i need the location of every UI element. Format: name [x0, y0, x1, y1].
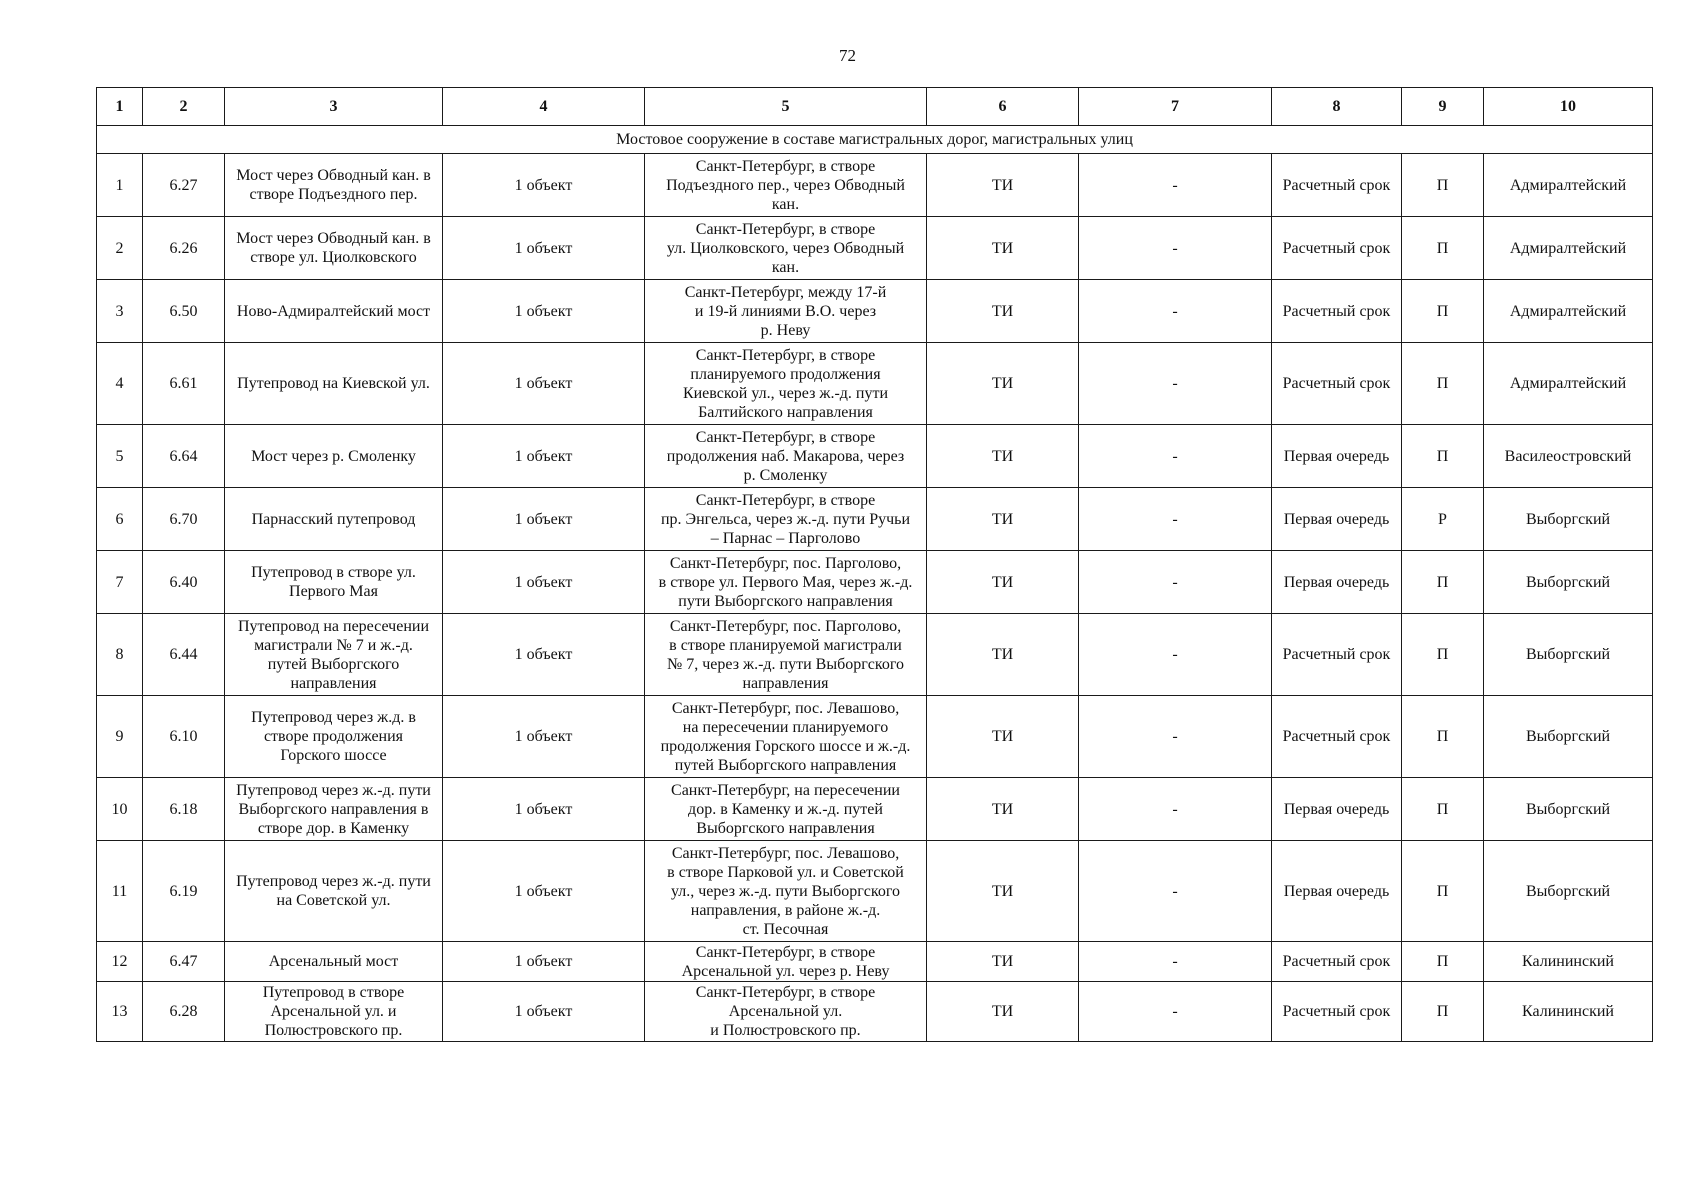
column-7-value: -	[1079, 425, 1272, 488]
column-7-value: -	[1079, 982, 1272, 1042]
district-name: Калининский	[1484, 982, 1653, 1042]
table-row	[97, 696, 1653, 778]
district-name: Адмиралтейский	[1484, 280, 1653, 343]
column-7-value: -	[1079, 217, 1272, 280]
object-location: Санкт-Петербург, пос. Парголово, в створе планируемой магистрали № 7, через ж.-д. пути Выборгского направления	[645, 614, 927, 696]
row-number: 10	[97, 778, 143, 841]
district-name: Выборгский	[1484, 778, 1653, 841]
district-name: Адмиралтейский	[1484, 154, 1653, 217]
object-quantity: 1 объект	[443, 343, 645, 425]
column-number: 9	[1402, 88, 1484, 126]
district-name: Василеостровский	[1484, 425, 1653, 488]
object-quantity: 1 объект	[443, 982, 645, 1042]
table-row	[97, 425, 1653, 488]
object-status: П	[1402, 942, 1484, 982]
row-number: 9	[97, 696, 143, 778]
object-status: П	[1402, 154, 1484, 217]
object-quantity: 1 объект	[443, 778, 645, 841]
object-status: П	[1402, 551, 1484, 614]
object-code: 6.50	[143, 280, 225, 343]
table-row	[97, 280, 1653, 343]
object-code: 6.64	[143, 425, 225, 488]
implementation-term: Расчетный срок	[1272, 154, 1402, 217]
object-quantity: 1 объект	[443, 425, 645, 488]
object-name: Путепровод на пересечении магистрали № 7 и ж.-д. путей Выборгского направления	[225, 614, 443, 696]
column-number: 1	[97, 88, 143, 126]
object-name: Путепровод в створе ул. Первого Мая	[225, 551, 443, 614]
row-number: 2	[97, 217, 143, 280]
object-quantity: 1 объект	[443, 217, 645, 280]
implementation-term: Расчетный срок	[1272, 217, 1402, 280]
implementation-term: Первая очередь	[1272, 551, 1402, 614]
object-type: ТИ	[927, 696, 1079, 778]
column-7-value: -	[1079, 696, 1272, 778]
table-row	[97, 154, 1653, 217]
object-name: Путепровод на Киевской ул.	[225, 343, 443, 425]
object-status: П	[1402, 343, 1484, 425]
district-name: Выборгский	[1484, 614, 1653, 696]
object-quantity: 1 объект	[443, 841, 645, 942]
object-type: ТИ	[927, 154, 1079, 217]
object-name: Мост через Обводный кан. в створе Подъездного пер.	[225, 154, 443, 217]
column-7-value: -	[1079, 154, 1272, 217]
implementation-term: Расчетный срок	[1272, 942, 1402, 982]
object-code: 6.28	[143, 982, 225, 1042]
object-code: 6.61	[143, 343, 225, 425]
object-type: ТИ	[927, 425, 1079, 488]
column-number: 6	[927, 88, 1079, 126]
object-type: ТИ	[927, 982, 1079, 1042]
column-number: 7	[1079, 88, 1272, 126]
object-name: Ново-Адмиралтейский мост	[225, 280, 443, 343]
column-number-row	[97, 88, 1653, 126]
object-type: ТИ	[927, 614, 1079, 696]
object-code: 6.18	[143, 778, 225, 841]
row-number: 4	[97, 343, 143, 425]
object-location: Санкт-Петербург, в створе ул. Циолковского, через Обводный кан.	[645, 217, 927, 280]
object-name: Мост через Обводный кан. в створе ул. Циолковского	[225, 217, 443, 280]
table-row	[97, 982, 1653, 1042]
table-row	[97, 217, 1653, 280]
object-code: 6.27	[143, 154, 225, 217]
row-number: 6	[97, 488, 143, 551]
row-number: 7	[97, 551, 143, 614]
object-code: 6.44	[143, 614, 225, 696]
object-location: Санкт-Петербург, между 17-й и 19-й линиями В.О. через р. Неву	[645, 280, 927, 343]
object-code: 6.70	[143, 488, 225, 551]
column-number: 3	[225, 88, 443, 126]
object-type: ТИ	[927, 778, 1079, 841]
object-type: ТИ	[927, 280, 1079, 343]
implementation-term: Первая очередь	[1272, 488, 1402, 551]
table-row	[97, 942, 1653, 982]
object-quantity: 1 объект	[443, 280, 645, 343]
object-status: П	[1402, 841, 1484, 942]
object-name: Путепровод через ж.-д. пути Выборгского направления в створе дор. в Каменку	[225, 778, 443, 841]
table-row	[97, 488, 1653, 551]
column-7-value: -	[1079, 551, 1272, 614]
column-7-value: -	[1079, 614, 1272, 696]
object-quantity: 1 объект	[443, 154, 645, 217]
object-name: Арсенальный мост	[225, 942, 443, 982]
object-quantity: 1 объект	[443, 614, 645, 696]
table-row	[97, 778, 1653, 841]
object-location: Санкт-Петербург, в створе Подъездного пер., через Обводный кан.	[645, 154, 927, 217]
object-name: Парнасский путепровод	[225, 488, 443, 551]
object-location: Санкт-Петербург, пос. Левашово, на пересечении планируемого продолжения Горского шоссе и ж.-д. путей Выборгского направления	[645, 696, 927, 778]
district-name: Выборгский	[1484, 551, 1653, 614]
district-name: Выборгский	[1484, 841, 1653, 942]
object-status: П	[1402, 778, 1484, 841]
object-name: Мост через р. Смоленку	[225, 425, 443, 488]
column-number: 4	[443, 88, 645, 126]
object-code: 6.26	[143, 217, 225, 280]
object-status: П	[1402, 217, 1484, 280]
object-location: Санкт-Петербург, пос. Парголово, в створе ул. Первого Мая, через ж.-д. пути Выборгского направления	[645, 551, 927, 614]
implementation-term: Расчетный срок	[1272, 696, 1402, 778]
table-row	[97, 841, 1653, 942]
object-status: П	[1402, 982, 1484, 1042]
district-name: Калининский	[1484, 942, 1653, 982]
object-location: Санкт-Петербург, в створе планируемого продолжения Киевской ул., через ж.-д. пути Балтийского направления	[645, 343, 927, 425]
object-status: П	[1402, 696, 1484, 778]
column-7-value: -	[1079, 841, 1272, 942]
column-7-value: -	[1079, 942, 1272, 982]
object-code: 6.19	[143, 841, 225, 942]
object-location: Санкт-Петербург, в створе пр. Энгельса, через ж.-д. пути Ручьи – Парнас – Парголово	[645, 488, 927, 551]
district-name: Выборгский	[1484, 488, 1653, 551]
column-number: 8	[1272, 88, 1402, 126]
object-status: Р	[1402, 488, 1484, 551]
object-location: Санкт-Петербург, в створе Арсенальной ул. и Полюстровского пр.	[645, 982, 927, 1042]
implementation-term: Расчетный срок	[1272, 343, 1402, 425]
object-location: Санкт-Петербург, пос. Левашово, в створе Парковой ул. и Советской ул., через ж.-д. пути Выборгского направления, в районе ж.-д. ст. Песочная	[645, 841, 927, 942]
objects-table	[96, 87, 1653, 1042]
object-name: Путепровод в створе Арсенальной ул. и Полюстровского пр.	[225, 982, 443, 1042]
implementation-term: Расчетный срок	[1272, 982, 1402, 1042]
object-quantity: 1 объект	[443, 942, 645, 982]
object-type: ТИ	[927, 488, 1079, 551]
implementation-term: Первая очередь	[1272, 425, 1402, 488]
object-type: ТИ	[927, 942, 1079, 982]
section-title: Мостовое сооружение в составе магистральных дорог, магистральных улиц	[97, 126, 1653, 154]
object-type: ТИ	[927, 841, 1079, 942]
row-number: 5	[97, 425, 143, 488]
column-number: 5	[645, 88, 927, 126]
column-7-value: -	[1079, 778, 1272, 841]
section-header-row	[97, 126, 1653, 154]
table-row	[97, 551, 1653, 614]
column-7-value: -	[1079, 280, 1272, 343]
object-status: П	[1402, 425, 1484, 488]
object-quantity: 1 объект	[443, 488, 645, 551]
object-type: ТИ	[927, 343, 1079, 425]
district-name: Адмиралтейский	[1484, 217, 1653, 280]
object-status: П	[1402, 280, 1484, 343]
row-number: 8	[97, 614, 143, 696]
column-7-value: -	[1079, 343, 1272, 425]
row-number: 3	[97, 280, 143, 343]
object-quantity: 1 объект	[443, 551, 645, 614]
object-location: Санкт-Петербург, в створе продолжения наб. Макарова, через р. Смоленку	[645, 425, 927, 488]
page-number: 72	[839, 46, 856, 65]
object-quantity: 1 объект	[443, 696, 645, 778]
row-number: 1	[97, 154, 143, 217]
implementation-term: Первая очередь	[1272, 841, 1402, 942]
district-name: Выборгский	[1484, 696, 1653, 778]
row-number: 13	[97, 982, 143, 1042]
implementation-term: Расчетный срок	[1272, 614, 1402, 696]
implementation-term: Расчетный срок	[1272, 280, 1402, 343]
table-row	[97, 343, 1653, 425]
object-code: 6.40	[143, 551, 225, 614]
object-code: 6.10	[143, 696, 225, 778]
column-7-value: -	[1079, 488, 1272, 551]
object-name: Путепровод через ж.-д. пути на Советской ул.	[225, 841, 443, 942]
row-number: 11	[97, 841, 143, 942]
object-name: Путепровод через ж.д. в створе продолжения Горского шоссе	[225, 696, 443, 778]
column-number: 10	[1484, 88, 1653, 126]
object-type: ТИ	[927, 551, 1079, 614]
implementation-term: Первая очередь	[1272, 778, 1402, 841]
object-location: Санкт-Петербург, на пересечении дор. в Каменку и ж.-д. путей Выборгского направления	[645, 778, 927, 841]
object-status: П	[1402, 614, 1484, 696]
object-type: ТИ	[927, 217, 1079, 280]
object-code: 6.47	[143, 942, 225, 982]
row-number: 12	[97, 942, 143, 982]
object-location: Санкт-Петербург, в створе Арсенальной ул. через р. Неву	[645, 942, 927, 982]
district-name: Адмиралтейский	[1484, 343, 1653, 425]
column-number: 2	[143, 88, 225, 126]
table-row	[97, 614, 1653, 696]
